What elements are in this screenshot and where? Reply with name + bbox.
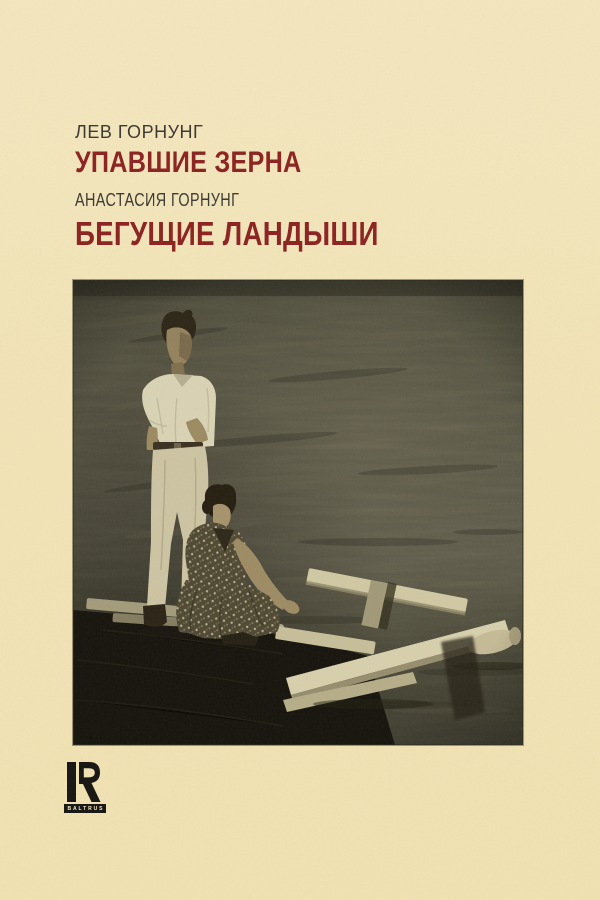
cover-photograph xyxy=(73,280,523,745)
author-name-1: ЛЕВ ГОРНУНГ xyxy=(75,122,204,142)
book-title-1: УПАВШИЕ ЗЕРНА xyxy=(75,146,302,179)
author-name-2: АНАСТАСИЯ ГОРНУНГ xyxy=(75,190,240,210)
photo-illustration xyxy=(73,280,523,745)
publisher-logo xyxy=(64,762,106,813)
publisher-name: BALTRUS xyxy=(64,804,106,813)
book-title-2: БЕГУЩИЕ ЛАНДЫШИ xyxy=(75,215,379,252)
publisher-logo-r-icon xyxy=(67,762,101,802)
